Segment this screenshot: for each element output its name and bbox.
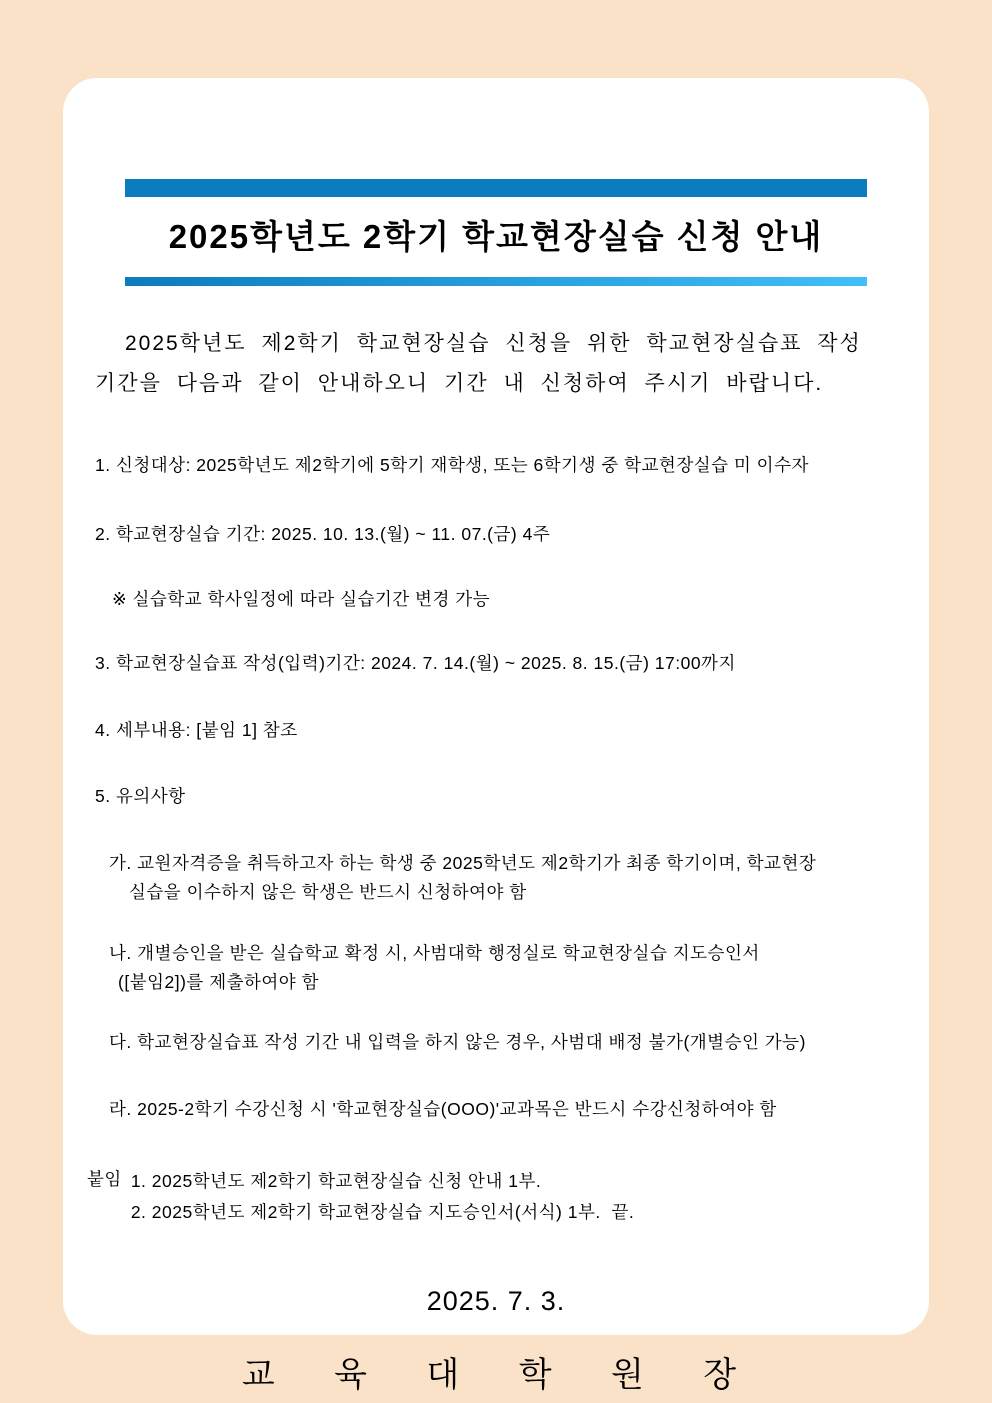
sub-item-ga	[95, 849, 899, 907]
intro-line-2: 기간을 다음과 같이 안내하오니 기간 내 신청하여 주시기 바랍니다.	[95, 372, 824, 395]
sub-item-ga-line-1: 가. 교원자격증을 취득하고자 하는 학생 중 2025학년도 제2학기가 최종 학기이며, 학교현장	[109, 853, 817, 873]
attachments-label: 붙임	[87, 1169, 122, 1189]
header-top-bar	[125, 179, 867, 197]
list-item-3: 3. 학교현장실습표 작성(입력)기간: 2024. 7. 14.(월) ~ 2025. 8. 15.(금) 17:00까지	[95, 653, 736, 673]
sub-item-na-line-1: 나. 개별승인을 받은 실습학교 확정 시, 사범대학 행정실로 학교현장실습 지도승인서	[109, 943, 760, 963]
notice-header	[125, 179, 867, 286]
intro-line-1: 2025학년도 제2학기 학교현장실습 신청을 위한 학교현장실습표 작성	[125, 332, 862, 355]
signature-title: 교 육 대 학 원 장	[241, 1356, 751, 1394]
attachment-line-2: 2. 2025학년도 제2학기 학교현장실습 지도승인서(서식) 1부. 끝.	[130, 1202, 635, 1222]
issue-date: 2025. 7. 3.	[426, 1286, 566, 1316]
notice-card	[63, 78, 929, 1394]
list-item-5: 5. 유의사항	[95, 786, 186, 806]
sub-item-na-line-2: ([붙임2])를 제출하여야 함	[118, 972, 319, 992]
list-item-2-note: ※ 실습학교 학사일정에 따라 실습기간 변경 가능	[112, 589, 491, 609]
sub-item-ga-line-2: 실습을 이수하지 않은 학생은 반드시 신청하여야 함	[129, 882, 527, 902]
attachments-block	[63, 1166, 929, 1228]
list-item-4: 4. 세부내용: [붙임 1] 참조	[95, 720, 298, 740]
header-gradient-bar	[125, 277, 867, 286]
sub-item-ra: 라. 2025-2학기 수강신청 시 '학교현장실습(OOO)'교과목은 반드시 수강신청하여야 함	[109, 1099, 777, 1119]
list-item-2: 2. 학교현장실습 기간: 2025. 10. 13.(월) ~ 11. 07.(금) 4주	[95, 524, 551, 544]
attachment-line-1: 1. 2025학년도 제2학기 학교현장실습 신청 안내 1부.	[130, 1171, 542, 1191]
list-item-1: 1. 신청대상: 2025학년도 제2학기에 5학기 재학생, 또는 6학기생 중 학교현장실습 미 이수자	[95, 455, 809, 475]
notice-title: 2025학년도 2학기 학교현장실습 신청 안내	[168, 218, 824, 255]
sub-item-da: 다. 학교현장실습표 작성 기간 내 입력을 하지 않은 경우, 사범대 배정 불가(개별승인 가능)	[109, 1032, 806, 1052]
sub-item-na	[95, 939, 899, 997]
attachments-lines	[131, 1166, 634, 1228]
notice-body	[63, 324, 929, 1124]
intro-paragraph	[95, 324, 899, 404]
